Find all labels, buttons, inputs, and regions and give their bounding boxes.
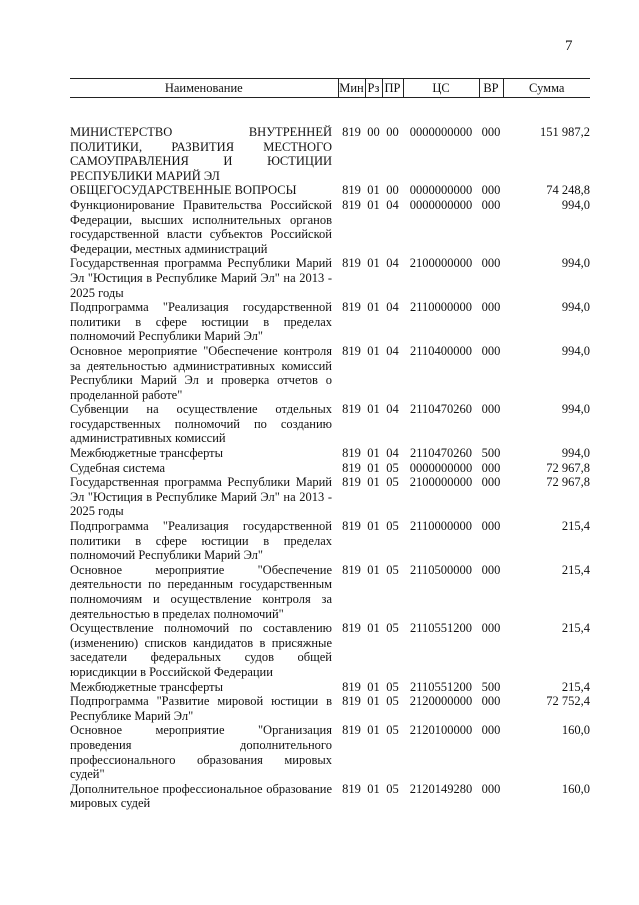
row-min: 819 <box>342 519 361 534</box>
row-sum: 215,4 <box>561 621 590 636</box>
row-rz: 01 <box>367 475 380 490</box>
row-pr: 04 <box>386 446 399 461</box>
table-row <box>70 198 590 256</box>
row-sum: 151 987,2 <box>540 125 590 139</box>
header-name: Наименование <box>70 79 338 98</box>
row-vr: 000 <box>481 183 501 198</box>
row-name: МИНИСТЕРСТВО ВНУТРЕННЕЙ ПОЛИТИКИ, РАЗВИТИЯ МЕСТНОГО САМОУПРАВЛЕНИЯ И ЮСТИЦИИ РЕСПУБЛИКИ МАРИЙ ЭЛ <box>70 125 332 183</box>
row-min: 819 <box>342 446 361 461</box>
row-vr: 000 <box>481 125 501 139</box>
row-name: Основное мероприятие "Организация проведения дополнительного профессионального образования мировых судей" <box>70 723 332 782</box>
row-min: 819 <box>342 197 361 212</box>
row-name: Подпрограмма "Реализация государственной политики в сфере юстиции в пределах полномочий Республики Марий Эл" <box>70 519 332 563</box>
row-name: Дополнительное профессиональное образование мировых судей <box>70 781 332 811</box>
row-sum: 72 752,4 <box>546 694 590 709</box>
row-pr: 04 <box>386 256 399 271</box>
row-cs: 2120000000 <box>409 694 473 709</box>
table-row <box>70 519 590 563</box>
row-min: 819 <box>342 300 361 315</box>
row-sum: 72 967,8 <box>546 460 590 475</box>
row-rz: 01 <box>367 679 380 694</box>
table-row <box>70 183 590 198</box>
row-rz: 01 <box>367 256 380 271</box>
row-sum: 160,0 <box>561 781 590 796</box>
row-min: 819 <box>342 679 361 694</box>
row-rz: 01 <box>367 343 380 358</box>
table-body <box>70 98 590 811</box>
row-rz: 01 <box>367 723 380 738</box>
row-rz: 01 <box>367 446 380 461</box>
row-name: ОБЩЕГОСУДАРСТВЕННЫЕ ВОПРОСЫ <box>70 183 297 198</box>
row-pr: 00 <box>386 183 399 198</box>
header-rz: Рз <box>365 79 382 98</box>
row-pr: 04 <box>386 343 399 358</box>
row-min: 819 <box>342 256 361 271</box>
row-pr: 04 <box>386 300 399 315</box>
row-rz: 01 <box>367 460 380 475</box>
row-rz: 01 <box>367 519 380 534</box>
row-name: Судебная система <box>70 460 166 475</box>
header-pr: ПР <box>382 79 403 98</box>
row-rz: 00 <box>367 125 380 139</box>
row-rz: 01 <box>367 402 380 417</box>
header-sum: Сумма <box>503 79 590 98</box>
row-name: Подпрограмма "Реализация государственной политики в сфере юстиции в пределах полномочий Республики Марий Эл" <box>70 300 332 344</box>
row-sum: 74 248,8 <box>546 183 590 198</box>
table-row <box>70 256 590 300</box>
row-vr: 000 <box>481 723 501 738</box>
row-min: 819 <box>342 781 361 796</box>
row-min: 819 <box>342 562 361 577</box>
table-row <box>70 461 590 476</box>
row-pr: 05 <box>386 519 399 534</box>
row-name: Подпрограмма "Развитие мировой юстиции в Республике Марий Эл" <box>70 694 332 723</box>
row-cs: 2120149280 <box>409 781 473 796</box>
row-rz: 01 <box>367 694 380 709</box>
row-cs: 2110400000 <box>409 343 473 358</box>
row-sum: 72 967,8 <box>546 475 590 490</box>
table-row <box>70 344 590 402</box>
row-cs: 0000000000 <box>409 183 473 198</box>
row-pr: 05 <box>386 621 399 636</box>
row-sum: 215,4 <box>561 679 590 694</box>
table-row <box>70 621 590 679</box>
row-cs: 0000000000 <box>409 125 473 139</box>
table-header-row <box>70 79 590 98</box>
row-cs: 2110000000 <box>409 300 473 315</box>
row-pr: 05 <box>386 723 399 738</box>
row-vr: 000 <box>481 621 501 636</box>
row-rz: 01 <box>367 562 380 577</box>
row-pr: 05 <box>386 460 399 475</box>
row-rz: 01 <box>367 621 380 636</box>
budget-table <box>70 78 590 811</box>
table-row <box>70 475 590 519</box>
row-rz: 01 <box>367 197 380 212</box>
row-pr: 05 <box>386 679 399 694</box>
row-cs: 2110551200 <box>409 679 473 694</box>
row-sum: 994,0 <box>561 402 590 417</box>
row-vr: 000 <box>481 519 501 534</box>
row-sum: 994,0 <box>561 446 590 461</box>
row-min: 819 <box>342 183 361 198</box>
row-pr: 04 <box>386 402 399 417</box>
row-cs: 2110551200 <box>409 621 473 636</box>
row-cs: 2100000000 <box>409 475 473 490</box>
row-min: 819 <box>342 475 361 490</box>
row-cs: 2110500000 <box>409 562 473 577</box>
row-min: 819 <box>342 694 361 709</box>
row-cs: 2110000000 <box>409 519 473 534</box>
row-rz: 01 <box>367 781 380 796</box>
row-vr: 000 <box>481 343 501 358</box>
row-min: 819 <box>342 723 361 738</box>
row-vr: 000 <box>481 562 501 577</box>
row-pr: 05 <box>386 781 399 796</box>
row-min: 819 <box>342 125 361 139</box>
row-name: Осуществление полномочий по составлению (изменению) списков кандидатов в присяжные заседатели федеральных судов общей юрисдикции в Российской Федерации <box>70 621 332 679</box>
row-rz: 01 <box>367 183 380 198</box>
row-vr: 000 <box>481 402 501 417</box>
row-min: 819 <box>342 621 361 636</box>
table-row <box>70 694 590 723</box>
row-vr: 500 <box>481 679 501 694</box>
table-row <box>70 680 590 695</box>
row-min: 819 <box>342 343 361 358</box>
row-name: Субвенции на осуществление отдельных государственных полномочий по созданию административных комиссий <box>70 402 332 446</box>
row-name: Государственная программа Республики Марий Эл "Юстиция в Республике Марий Эл" на 2013 - 2025 годы <box>70 475 332 519</box>
row-cs: 2110470260 <box>409 446 473 461</box>
row-cs: 0000000000 <box>409 460 473 475</box>
row-sum: 215,4 <box>561 519 590 534</box>
row-pr: 04 <box>386 197 399 212</box>
row-vr: 000 <box>481 475 501 490</box>
header-min: Мин <box>338 79 365 98</box>
row-name: Функционирование Правительства Российской Федерации, высших исполнительных органов государственной власти субъектов Российской Федерации, местных администраций <box>70 197 332 256</box>
table-row <box>70 563 590 621</box>
row-vr: 000 <box>481 300 501 315</box>
row-vr: 000 <box>481 197 501 212</box>
row-min: 819 <box>342 460 361 475</box>
row-sum: 994,0 <box>561 256 590 271</box>
row-sum: 215,4 <box>561 562 590 577</box>
table-row <box>70 446 590 461</box>
row-pr: 05 <box>386 562 399 577</box>
row-sum: 160,0 <box>561 723 590 738</box>
table-row <box>70 300 590 344</box>
row-cs: 0000000000 <box>409 197 473 212</box>
table-row <box>70 98 590 184</box>
row-sum: 994,0 <box>561 197 590 212</box>
header-cs: ЦС <box>403 79 479 98</box>
table-row <box>70 402 590 446</box>
row-vr: 000 <box>481 694 501 709</box>
row-vr: 500 <box>481 446 501 461</box>
row-cs: 2120100000 <box>409 723 473 738</box>
row-cs: 2100000000 <box>409 256 473 271</box>
header-vr: ВР <box>479 79 503 98</box>
row-pr: 00 <box>386 125 399 139</box>
row-rz: 01 <box>367 300 380 315</box>
page-number: 7 <box>565 38 573 54</box>
row-name: Межбюджетные трансферты <box>70 446 224 461</box>
row-sum: 994,0 <box>561 300 590 315</box>
row-name: Основное мероприятие "Обеспечение контроля за деятельностью административных комиссий Республики Марий Эл и проверка отчетов о проделанной работе" <box>70 343 332 402</box>
row-sum: 994,0 <box>561 343 590 358</box>
row-pr: 05 <box>386 694 399 709</box>
row-name: Государственная программа Республики Марий Эл "Юстиция в Республике Марий Эл" на 2013 - 2025 годы <box>70 256 332 300</box>
row-vr: 000 <box>481 460 501 475</box>
table-row <box>70 723 590 781</box>
row-pr: 05 <box>386 475 399 490</box>
row-vr: 000 <box>481 256 501 271</box>
row-cs: 2110470260 <box>409 402 473 417</box>
row-vr: 000 <box>481 781 501 796</box>
row-min: 819 <box>342 402 361 417</box>
table-row <box>70 782 590 811</box>
row-name: Межбюджетные трансферты <box>70 679 224 694</box>
row-name: Основное мероприятие "Обеспечение деятельности по переданным государственным полномочиям и осуществление контроля за деятельностью в пределах полномочий" <box>70 562 332 621</box>
